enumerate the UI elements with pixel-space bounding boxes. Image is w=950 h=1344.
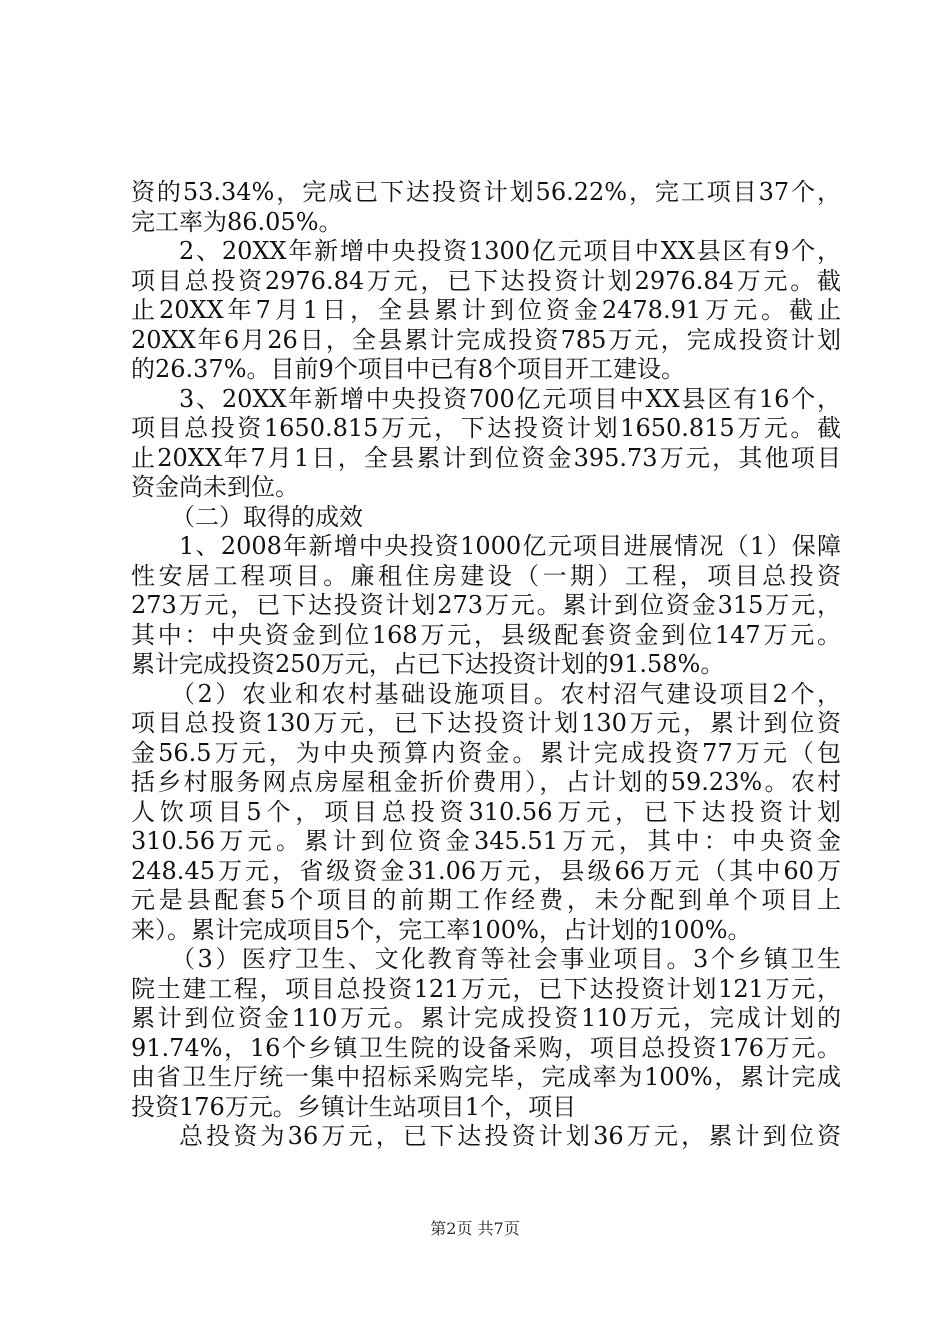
text-line: 310.56万元。累计到位资金345.51万元，其中：中央资金 [131, 827, 841, 855]
text-line: 累计完成投资250万元，占已下达投资计划的91.58%。 [131, 650, 725, 678]
text-line: 项目总投资2976.84万元，已下达投资计划2976.84万元。截 [131, 266, 841, 295]
text-line: 资的53.34%，完成已下达投资计划56.22%，完工项目37个， [131, 178, 841, 206]
text-line: 累计到位资金110万元。累计完成投资110万元，完成计划的 [131, 1004, 841, 1032]
text-line: 2、20XX年新增中央投资1300亿元项目中XX县区有9个， [179, 237, 841, 265]
text-line: 人饮项目5个，项目总投资310.56万元，已下达投资计划 [131, 797, 841, 826]
text-line: 的26.37%。目前9个项目中已有8个项目开工建设。 [131, 355, 686, 383]
text-line: 由省卫生厅统一集中招标采购完毕，完成率为100%，累计完成 [131, 1063, 841, 1091]
text-line: 1、2008年新增中央投资1000亿元项目进展情况（1）保障 [179, 532, 841, 560]
text-line: 来）。累计完成项目5个，完工率100%，占计划的100%。 [131, 915, 752, 944]
text-line: 248.45万元，省级资金31.06万元，县级66万元（其中60万 [131, 856, 841, 885]
text-line: 91.74%，16个乡镇卫生院的设备采购，项目总投资176万元。 [131, 1033, 841, 1062]
text-line: 3、20XX年新增中央投资700亿元项目中XX县区有16个， [179, 384, 841, 413]
text-line: 投资176万元。乡镇计生站项目1个，项目 [131, 1092, 577, 1121]
text-line: 项目总投资130万元，已下达投资计划130万元，累计到位资 [131, 709, 841, 737]
text-line: 金56.5万元，为中央预算内资金。累计完成投资77万元（包 [131, 738, 841, 767]
text-line: （2）农业和农村基础设施项目。农村沼气建设项目2个， [171, 679, 841, 708]
text-line: 资金尚未到位。 [131, 473, 299, 501]
text-line: 总投资为36万元，已下达投资计划36万元，累计到位资 [179, 1122, 841, 1150]
text-line: 完工率为86.05%。 [131, 207, 343, 236]
text-line: 止20XX年7月1日，全县累计到位资金395.73万元，其他项目 [131, 443, 841, 472]
text-line: 20XX年6月26日，全县累计完成投资785万元，完成投资计划 [131, 325, 841, 354]
body-text [131, 178, 841, 1152]
text-line: 括乡村服务网点房屋租金折价费用），占计划的59.23%。农村 [131, 768, 841, 796]
text-line: 止20XX年7月1日，全县累计到位资金2478.91万元。截止 [131, 296, 841, 324]
text-line: 项目总投资1650.815万元，下达投资计划1650.815万元。截 [131, 414, 841, 442]
text-line: 其中：中央资金到位168万元，县级配套资金到位147万元。 [131, 620, 841, 649]
text-line: （3）医疗卫生、文化教育等社会事业项目。3个乡镇卫生 [171, 945, 841, 973]
text-line: 性安居工程项目。廉租住房建设（一期）工程，项目总投资 [131, 561, 841, 590]
text-line: （二）取得的成效 [171, 502, 363, 531]
text-line: 273万元，已下达投资计划273万元。累计到位资金315万元， [131, 591, 841, 619]
page-footer: 第2页 共7页 [430, 1219, 520, 1238]
text-line: 元是县配套5个项目的前期工作经费，未分配到单个项目上 [131, 886, 841, 914]
text-line: 院土建工程，项目总投资121万元，已下达投资计划121万元， [131, 974, 841, 1003]
